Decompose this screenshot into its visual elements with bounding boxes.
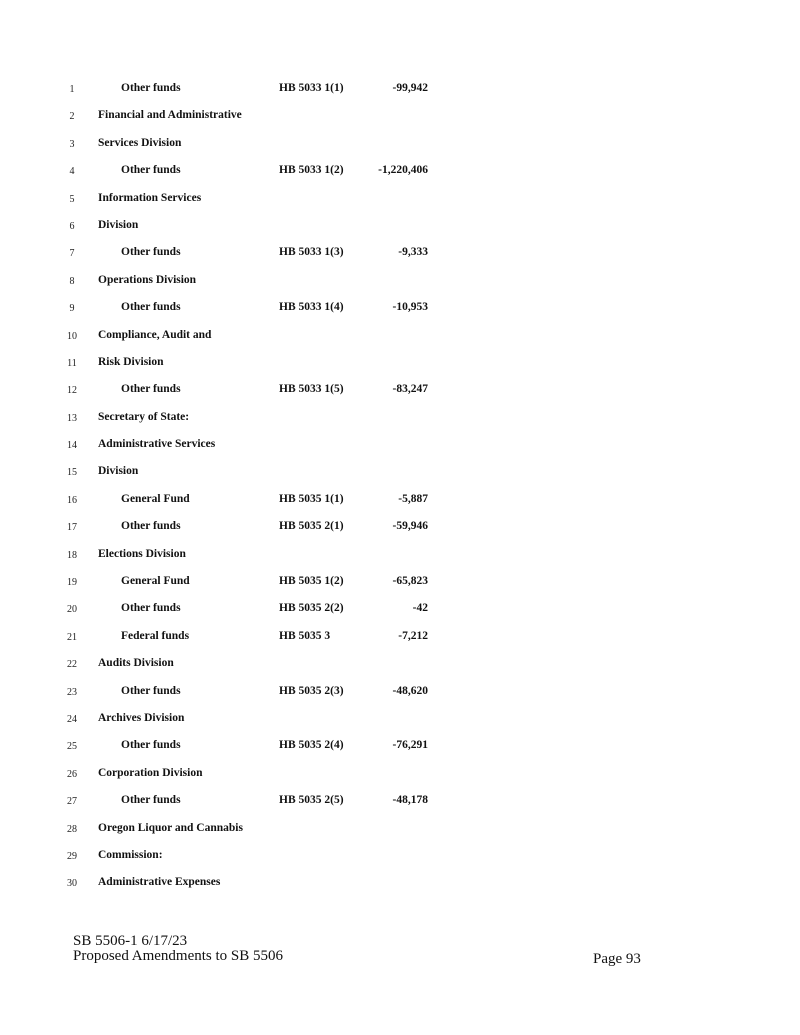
fund-label: Other funds (121, 794, 181, 807)
line-number: 23 (67, 686, 77, 698)
appropriation-line (0, 244, 800, 271)
line-number: 8 (69, 275, 75, 287)
line-number: 3 (69, 138, 75, 150)
section-heading-line (0, 765, 800, 792)
fund-label: General Fund (121, 492, 190, 505)
bill-reference: HB 5035 1(2) (279, 575, 344, 588)
section-heading-line (0, 272, 800, 299)
section-heading: Administrative Services (98, 438, 216, 451)
fund-label: Other funds (121, 739, 181, 752)
amount: -48,620 (392, 684, 428, 697)
fund-label: Other funds (121, 246, 181, 259)
section-heading: Division (98, 465, 139, 478)
section-heading-line (0, 820, 800, 847)
section-heading: Administrative Expenses (98, 876, 221, 889)
section-heading-line (0, 135, 800, 162)
section-heading: Information Services (98, 191, 202, 204)
bill-reference: HB 5035 1(1) (279, 492, 344, 505)
section-heading-line (0, 436, 800, 463)
bill-reference: HB 5035 2(5) (279, 794, 344, 807)
section-heading: Operations Division (98, 273, 197, 286)
section-heading-line (0, 190, 800, 217)
line-number: 9 (69, 303, 75, 315)
line-number: 6 (69, 220, 75, 232)
appropriation-line (0, 628, 800, 655)
line-number: 17 (67, 522, 77, 534)
fund-label: Other funds (121, 164, 181, 177)
line-number: 10 (67, 330, 77, 342)
appropriation-line (0, 600, 800, 627)
line-number: 11 (67, 357, 77, 369)
section-heading: Archives Division (98, 711, 185, 724)
fund-label: Other funds (121, 82, 181, 94)
section-heading-line (0, 217, 800, 244)
line-number: 2 (69, 111, 75, 123)
fund-label: Other funds (121, 383, 181, 396)
amount: -1,220,406 (378, 164, 428, 177)
line-number: 16 (67, 494, 77, 506)
fund-label: Other funds (121, 520, 181, 533)
line-number: 30 (67, 878, 77, 890)
section-heading-line (0, 327, 800, 354)
fund-label: Other funds (121, 301, 181, 314)
section-heading-line (0, 409, 800, 436)
section-heading-line (0, 354, 800, 381)
appropriation-line (0, 518, 800, 545)
section-heading-line (0, 655, 800, 682)
line-number: 13 (67, 412, 77, 424)
section-heading-line (0, 546, 800, 573)
section-heading-line (0, 107, 800, 134)
amount: -83,247 (392, 383, 428, 396)
line-number: 24 (67, 713, 77, 725)
bill-reference: HB 5033 1(5) (279, 383, 344, 396)
amount: -42 (412, 602, 428, 615)
section-heading-line (0, 847, 800, 874)
line-number: 25 (67, 741, 77, 753)
line-number: 4 (69, 166, 75, 178)
amount: -9,333 (398, 246, 428, 259)
line-number: 7 (69, 248, 75, 260)
bill-reference: HB 5035 2(2) (279, 602, 344, 615)
appropriation-line (0, 683, 800, 710)
amount: -7,212 (398, 629, 428, 642)
appropriation-line (0, 573, 800, 600)
appropriation-line (0, 80, 800, 107)
appropriation-line (0, 381, 800, 408)
line-number: 5 (69, 193, 75, 205)
footer (73, 934, 283, 964)
section-heading-line (0, 710, 800, 737)
fund-label: General Fund (121, 575, 190, 588)
line-number: 12 (67, 385, 77, 397)
section-heading: Audits Division (98, 657, 174, 670)
bill-reference: HB 5033 1(2) (279, 164, 344, 177)
line-number: 26 (67, 768, 77, 780)
bill-reference: HB 5035 2(1) (279, 520, 344, 533)
line-number: 19 (67, 577, 77, 589)
line-number: 14 (67, 440, 77, 452)
section-heading: Corporation Division (98, 766, 203, 779)
section-heading-line (0, 463, 800, 490)
section-heading: Services Division (98, 136, 182, 149)
line-number: 22 (67, 659, 77, 671)
appropriation-line (0, 162, 800, 189)
section-heading: Oregon Liquor and Cannabis (98, 821, 243, 834)
bill-reference: HB 5033 1(3) (279, 246, 344, 259)
fund-label: Other funds (121, 684, 181, 697)
appropriation-line (0, 792, 800, 819)
bill-reference: HB 5033 1(4) (279, 301, 344, 314)
amount: -48,178 (392, 794, 428, 807)
amount: -65,823 (392, 575, 428, 588)
appropriation-line (0, 491, 800, 518)
bill-reference: HB 5035 3 (279, 629, 331, 642)
amount: -5,887 (398, 492, 428, 505)
bill-reference: HB 5033 1(1) (279, 82, 344, 94)
page-number: Page 93 (593, 951, 641, 967)
section-heading-line (0, 874, 800, 901)
line-number: 28 (67, 823, 77, 835)
document-body (0, 80, 800, 902)
fund-label: Federal funds (121, 629, 190, 642)
fund-label: Other funds (121, 602, 181, 615)
section-heading: Financial and Administrative (98, 109, 242, 122)
line-number: 20 (67, 604, 77, 616)
line-number: 15 (67, 467, 77, 479)
line-number: 1 (69, 84, 75, 95)
amount: -76,291 (392, 739, 428, 752)
footer-bill-id: SB 5506-1 6/17/23 (73, 933, 188, 949)
appropriation-line (0, 737, 800, 764)
amount: -59,946 (392, 520, 428, 533)
line-number: 29 (67, 850, 77, 862)
bill-reference: HB 5035 2(3) (279, 684, 344, 697)
line-number: 21 (67, 631, 77, 643)
section-heading: Commission: (98, 848, 163, 861)
section-heading: Division (98, 218, 139, 231)
amount: -99,942 (392, 82, 428, 94)
bill-reference: HB 5035 2(4) (279, 739, 344, 752)
line-number: 27 (67, 796, 77, 808)
section-heading: Compliance, Audit and (98, 328, 212, 341)
line-number: 18 (67, 549, 77, 561)
section-heading: Risk Division (98, 355, 164, 368)
footer-title: Proposed Amendments to SB 5506 (73, 948, 284, 964)
amount: -10,953 (392, 301, 428, 314)
section-heading: Secretary of State: (98, 410, 190, 423)
section-heading: Elections Division (98, 547, 186, 560)
appropriation-line (0, 299, 800, 326)
